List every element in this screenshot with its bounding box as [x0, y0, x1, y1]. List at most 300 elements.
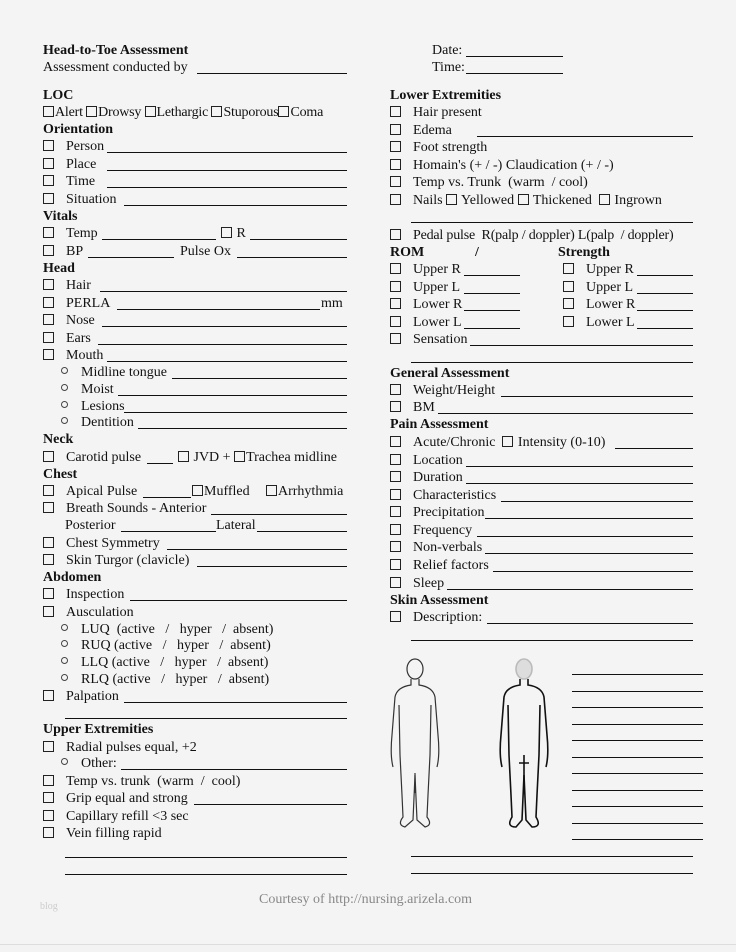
checkbox — [563, 316, 574, 327]
label: Chest Symmetry — [66, 536, 160, 551]
label: Place — [66, 157, 97, 172]
bullet-icon — [61, 758, 68, 765]
upper-temp — [43, 774, 240, 790]
checkbox — [390, 471, 401, 482]
quadrant-llq — [61, 655, 268, 671]
bullet-icon — [61, 657, 68, 664]
time-label: Time: — [432, 60, 465, 75]
checkbox — [390, 281, 401, 292]
lower-temp — [390, 175, 588, 191]
label: Ausculation — [66, 605, 134, 620]
neck-carotid — [43, 450, 141, 466]
checkbox — [390, 401, 401, 412]
bullet-icon — [61, 384, 68, 391]
weight-line — [501, 396, 693, 397]
label: Lesions — [81, 399, 125, 414]
label: BM — [413, 400, 435, 415]
figure-note-line — [572, 773, 703, 774]
upper-other — [61, 756, 117, 772]
pain-relief — [390, 558, 489, 574]
orientation-heading: Orientation — [43, 122, 113, 137]
midline-line — [172, 378, 347, 379]
checkbox — [43, 451, 54, 462]
orientation-time — [43, 174, 95, 190]
checkbox — [43, 827, 54, 838]
pain-precipitation — [390, 505, 485, 521]
chest-symmetry — [43, 536, 160, 552]
orientation-situation — [43, 192, 117, 208]
checkbox — [563, 263, 574, 274]
checkbox — [390, 524, 401, 535]
label: Upper R — [586, 262, 634, 277]
checkbox — [43, 810, 54, 821]
label: BP — [66, 244, 84, 259]
checkbox — [43, 349, 54, 360]
loc-alert: Alert — [55, 105, 83, 120]
figure-note-line — [572, 691, 703, 692]
checkbox — [390, 106, 401, 117]
carotid-line — [147, 463, 173, 464]
label: Other: — [81, 756, 117, 771]
lower-edema — [390, 123, 452, 139]
pain-line — [493, 571, 693, 572]
rom-lower-l — [390, 315, 462, 331]
notes-line — [411, 856, 693, 857]
strength-line — [637, 310, 693, 311]
pain-line — [485, 553, 693, 554]
label: PERLA — [66, 296, 111, 311]
rom-line — [464, 275, 520, 276]
checkbox — [390, 489, 401, 500]
notes-line — [411, 873, 693, 874]
general-heading: General Assessment — [390, 366, 510, 381]
time-line — [466, 73, 563, 74]
checkbox — [390, 384, 401, 395]
label: Homain's (+ / -) Claudication (+ / -) — [413, 158, 614, 173]
pulse-ox-line — [237, 257, 347, 258]
label: Arrhythmia — [278, 484, 344, 499]
checkbox — [446, 194, 457, 205]
checkbox — [43, 332, 54, 343]
checkbox — [390, 333, 401, 344]
turgor-line — [197, 566, 347, 567]
chest-breath — [43, 501, 206, 517]
orientation-place — [43, 157, 96, 173]
label: R — [236, 226, 246, 241]
label: Hair present — [413, 105, 482, 120]
checkbox — [43, 502, 54, 513]
checkbox — [43, 792, 54, 803]
date-label: Date: — [432, 43, 463, 58]
label: Muffled — [204, 484, 250, 499]
date-line — [466, 56, 563, 57]
checkbox — [502, 436, 513, 447]
chest-muffled — [192, 484, 250, 500]
intensity-line — [615, 448, 693, 449]
upper-heading: Upper Extremities — [43, 722, 154, 737]
head-nose — [43, 313, 95, 329]
bullet-icon — [61, 401, 68, 408]
checkbox — [518, 194, 529, 205]
checkbox — [390, 559, 401, 570]
yellowed-label: Yellowed — [461, 193, 515, 208]
label: Temp vs. trunk (warm / cool) — [66, 774, 241, 789]
mouth-lesions — [61, 399, 125, 415]
rom-line — [464, 328, 520, 329]
checkbox — [178, 451, 189, 462]
rom-upper-r — [390, 262, 461, 278]
label: Upper R — [413, 262, 461, 277]
checkbox — [43, 588, 54, 599]
label: Midline tongue — [81, 365, 167, 380]
label: Nails — [413, 193, 443, 208]
label: Acute/Chronic — [413, 435, 496, 450]
checkbox — [390, 298, 401, 309]
checkbox — [390, 141, 401, 152]
skin-heading: Skin Assessment — [390, 593, 489, 608]
checkbox — [145, 106, 156, 117]
checkbox — [43, 554, 54, 565]
strength-lower-r — [563, 297, 635, 313]
loc-stuporous: Stuporous — [223, 105, 279, 120]
notes-line — [65, 857, 347, 858]
intensity-label: Intensity (0-10) — [517, 435, 606, 450]
head-mouth — [43, 348, 103, 364]
label: Lower R — [413, 297, 463, 312]
posterior-label: Posterior — [65, 518, 116, 533]
ears-line — [98, 344, 347, 345]
strength-upper-l — [563, 280, 633, 296]
neck-jvd — [178, 450, 337, 466]
label: Skin Turgor (clavicle) — [66, 553, 190, 568]
checkbox — [390, 263, 401, 274]
mouth-moist — [61, 382, 114, 398]
thickened-label: Thickened — [532, 193, 592, 208]
strength-upper-r — [563, 262, 634, 278]
checkbox — [43, 140, 54, 151]
checkbox — [43, 279, 54, 290]
label: RLQ (active / hyper / absent) — [81, 672, 270, 687]
checkbox — [266, 485, 277, 496]
pain-duration — [390, 470, 463, 486]
nails-line — [411, 222, 693, 223]
label: Upper L — [413, 280, 461, 295]
place-line — [107, 170, 347, 171]
rom-line — [464, 293, 520, 294]
checkbox — [43, 106, 54, 117]
strength-line — [637, 328, 693, 329]
figure-note-line — [572, 740, 703, 741]
pain-frequency — [390, 523, 472, 539]
description-line-2 — [411, 640, 693, 641]
label: Frequency — [413, 523, 473, 538]
label: Upper L — [586, 280, 634, 295]
nose-line — [102, 326, 347, 327]
label: Lower L — [586, 315, 635, 330]
label: Location — [413, 453, 463, 468]
strength-line — [637, 293, 693, 294]
label: JVD + — [193, 450, 231, 465]
pain-line — [485, 518, 693, 519]
head-heading: Head — [43, 261, 75, 276]
label: Nose — [66, 313, 95, 328]
rom-lower-r — [390, 297, 462, 313]
label: Characteristics — [413, 488, 497, 503]
figure-note-line — [572, 724, 703, 725]
pain-line — [477, 536, 693, 537]
bullet-icon — [61, 624, 68, 631]
checkbox — [43, 741, 54, 752]
pain-line — [466, 466, 693, 467]
inspection-line — [130, 600, 347, 601]
mouth-dentition — [61, 415, 134, 431]
r-line — [250, 239, 347, 240]
rom-upper-l — [390, 280, 460, 296]
label: Temp vs. Trunk (warm / cool) — [413, 175, 588, 190]
checkbox — [192, 485, 203, 496]
lower-nails — [390, 193, 662, 209]
pain-characteristics — [390, 488, 496, 504]
conducted-by-line — [197, 73, 347, 74]
label: Lower R — [586, 297, 636, 312]
head-ears — [43, 331, 91, 347]
grip-line — [194, 804, 347, 805]
sensation — [390, 332, 467, 348]
checkbox — [234, 451, 245, 462]
loc-drowsy: Drowsy — [98, 105, 142, 120]
checkbox — [390, 229, 401, 240]
abdomen-inspection — [43, 587, 124, 603]
trachea-label: Trachea midline — [246, 450, 337, 465]
label: Radial pulses equal, +2 — [66, 740, 197, 755]
bp-line — [88, 257, 174, 258]
label: Ears — [66, 331, 91, 346]
lower-hair — [390, 105, 482, 121]
label: Pedal pulse R(palp / doppler) L(palp / doppler) — [413, 228, 674, 243]
checkbox — [390, 124, 401, 135]
label: Palpation — [66, 689, 119, 704]
rom-slash: / — [475, 245, 479, 260]
sensation-line-2 — [411, 362, 693, 363]
moist-line — [118, 395, 347, 396]
label: Time — [66, 174, 96, 189]
bm-line — [438, 413, 693, 414]
lower-pedal — [390, 228, 673, 244]
mouth-line — [107, 361, 347, 362]
lower-foot — [390, 140, 487, 156]
checkbox — [43, 775, 54, 786]
quadrant-luq — [61, 622, 273, 638]
general-weight — [390, 383, 495, 399]
quadrant-ruq — [61, 638, 271, 654]
checkbox — [43, 485, 54, 496]
dentition-line — [138, 428, 347, 429]
checkbox — [221, 227, 232, 238]
loc-lethargic: Lethargic — [156, 105, 209, 120]
label: Edema — [413, 123, 452, 138]
checkbox — [43, 537, 54, 548]
body-back-figure-icon — [494, 655, 554, 830]
ingrown-label: Ingrown — [614, 193, 662, 208]
vitals-bp — [43, 244, 83, 260]
loc-coma: Coma — [290, 105, 324, 120]
vitals-r — [221, 226, 246, 242]
label: Capillary refill <3 sec — [66, 809, 189, 824]
neck-heading: Neck — [43, 432, 74, 447]
apical-line — [143, 497, 191, 498]
checkbox — [390, 577, 401, 588]
palpation-line — [124, 702, 347, 703]
symmetry-line — [167, 549, 347, 550]
edema-line — [477, 136, 693, 137]
pain-heading: Pain Assessment — [390, 417, 489, 432]
chest-turgor — [43, 553, 189, 569]
pulse-ox-label: Pulse Ox — [180, 244, 231, 259]
skin-description — [390, 610, 482, 626]
chest-heading: Chest — [43, 467, 78, 482]
figure-note-line — [572, 757, 703, 758]
label: Weight/Height — [413, 383, 496, 398]
notes-line — [65, 718, 347, 719]
quadrant-rlq — [61, 672, 269, 688]
checkbox — [599, 194, 610, 205]
label: LUQ (active / hyper / absent) — [81, 622, 274, 637]
courtesy-footer: Courtesy of http://nursing.arizela.com — [259, 892, 473, 907]
upper-capillary — [43, 809, 189, 825]
figure-note-line — [572, 823, 703, 824]
pain-sleep — [390, 576, 444, 592]
bullet-icon — [61, 640, 68, 647]
posterior-line — [121, 531, 216, 532]
hair-line — [100, 291, 347, 292]
label: LLQ (active / hyper / absent) — [81, 655, 269, 670]
pain-location — [390, 453, 463, 469]
label: Foot strength — [413, 140, 488, 155]
other-line — [121, 769, 347, 770]
figure-note-line — [572, 806, 703, 807]
head-perla — [43, 296, 110, 312]
perla-line — [117, 309, 320, 310]
checkbox — [43, 227, 54, 238]
label: RUQ (active / hyper / absent) — [81, 638, 271, 653]
label: Vein filling rapid — [66, 826, 162, 841]
lateral-line — [257, 531, 347, 532]
general-bm — [390, 400, 435, 416]
pain-line — [447, 589, 693, 590]
rom-line — [464, 310, 520, 311]
perla-unit: mm — [321, 296, 343, 311]
checkbox — [390, 316, 401, 327]
lateral-label: Lateral — [216, 518, 256, 533]
body-front-figure-icon — [385, 655, 445, 830]
vitals-heading: Vitals — [43, 209, 78, 224]
conducted-by-label: Assessment conducted by — [43, 60, 188, 75]
checkbox — [563, 281, 574, 292]
mouth-midline — [61, 365, 167, 381]
vitals-temp — [43, 226, 98, 242]
label: Description: — [413, 610, 483, 625]
bullet-icon — [61, 367, 68, 374]
situation-line — [124, 205, 347, 206]
label: Carotid pulse — [66, 450, 142, 465]
lower-homans — [390, 158, 614, 174]
label: Sensation — [413, 332, 468, 347]
label: Temp — [66, 226, 98, 241]
head-hair — [43, 278, 91, 294]
bullet-icon — [61, 417, 68, 424]
chest-apical — [43, 484, 137, 500]
upper-grip — [43, 791, 188, 807]
checkbox — [43, 175, 54, 186]
sensation-line — [470, 345, 693, 346]
label: Inspection — [66, 587, 125, 602]
label: Situation — [66, 192, 117, 207]
abdomen-palpation — [43, 689, 119, 705]
label: Breath Sounds - Anterior — [66, 501, 207, 516]
checkbox — [390, 506, 401, 517]
label: Grip equal and strong — [66, 791, 188, 806]
loc-options — [43, 105, 323, 121]
pain-nonverbals — [390, 540, 482, 556]
figure-note-line — [572, 839, 703, 840]
strength-heading: Strength — [558, 245, 610, 260]
label: Non-verbals — [413, 540, 483, 555]
watermark: blog — [40, 901, 58, 912]
lesions-line — [124, 412, 347, 413]
description-line — [487, 623, 693, 624]
checkbox — [390, 159, 401, 170]
checkbox — [86, 106, 97, 117]
label: Precipitation — [413, 505, 485, 520]
label: Apical Pulse — [66, 484, 138, 499]
bullet-icon — [61, 674, 68, 681]
label: Person — [66, 139, 105, 154]
checkbox — [278, 106, 289, 117]
label: Moist — [81, 382, 114, 397]
label: Dentition — [81, 415, 134, 430]
checkbox — [563, 298, 574, 309]
loc-heading: LOC — [43, 88, 74, 103]
time-line-orient — [107, 187, 347, 188]
figure-note-line — [572, 707, 703, 708]
pain-line — [501, 501, 693, 502]
checkbox — [390, 194, 401, 205]
pain-acute — [390, 435, 605, 451]
upper-radial — [43, 740, 197, 756]
rom-heading: ROM — [390, 245, 425, 260]
checkbox — [390, 541, 401, 552]
checkbox — [390, 436, 401, 447]
checkbox — [43, 606, 54, 617]
strength-line — [637, 275, 693, 276]
checkbox — [43, 158, 54, 169]
checkbox — [390, 454, 401, 465]
checkbox — [390, 611, 401, 622]
lower-heading: Lower Extremities — [390, 88, 502, 103]
abdomen-heading: Abdomen — [43, 570, 102, 585]
checkbox — [390, 176, 401, 187]
strength-lower-l — [563, 315, 635, 331]
temp-line — [102, 239, 216, 240]
checkbox — [43, 193, 54, 204]
checkbox — [43, 297, 54, 308]
form-title: Head-to-Toe Assessment — [43, 43, 189, 58]
upper-vein — [43, 826, 162, 842]
pain-line — [466, 483, 693, 484]
figure-note-line — [572, 674, 703, 675]
anterior-line — [211, 514, 347, 515]
person-line — [107, 152, 347, 153]
